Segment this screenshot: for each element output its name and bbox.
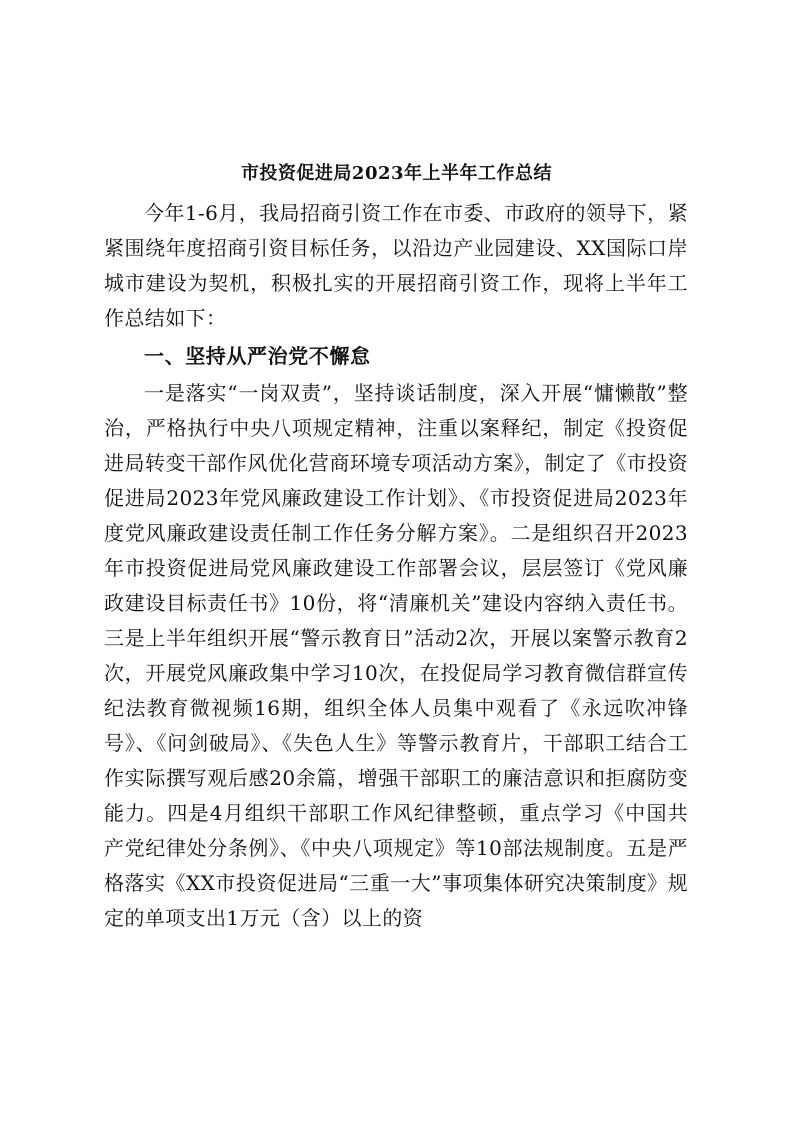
section-heading-1: 一、坚持从严治党不懈怠 — [144, 344, 371, 368]
section-1-paragraph: 一是落实“一岗双责”，坚持谈话制度，深入开展“慵懒散”整治，严格执行中央八项规定精神，注重以案释纪，制定《投资促进局转变干部作风优化营商环境专项活动方案》，制定了《市投资促进局2023年党风廉政建设工作计划》、《市投资促进局2023年度党风廉政建设责任制工作任务分解方案》。二是组织召开2023年市投资促进局党风廉政建设工作部署会议，层层签订《党风廉政建设目标责任书》10份，将“清廉机关”建设内容纳入责任书。三是上半年组织开展“警示教育日”活动2次，开展以案警示教育2次，开展党风廉政集中学习10次，在投促局学习教育微信群宣传纪法教育微视频16期，组织全体人员集中观看了《永远吹冲锋号》、《问剑破局》、《失色人生》等警示教育片，干部职工结合工作实际撰写观后感20余篇，增强干部职工的廉洁意识和拒腐防变能力。四是4月组织干部职工作风纪律整顿，重点学习《中国共产党纪律处分条例》、《中央八项规定》等10部法规制度。五是严格落实《XX市投资促进局“三重一大”事项集体研究决策制度》规定的单项支出1万元（含）以上的资 — [104, 381, 688, 930]
intro-paragraph: 今年1-6月，我局招商引资工作在市委、市政府的领导下，紧紧围绕年度招商引资目标任务，以沿边产业园建设、XX国际口岸城市建设为契机，积极扎实的开展招商引资工作，现将上半年工作总结如下： — [104, 201, 688, 330]
document-title: 市投资促进局2023年上半年工作总结 — [240, 163, 553, 184]
